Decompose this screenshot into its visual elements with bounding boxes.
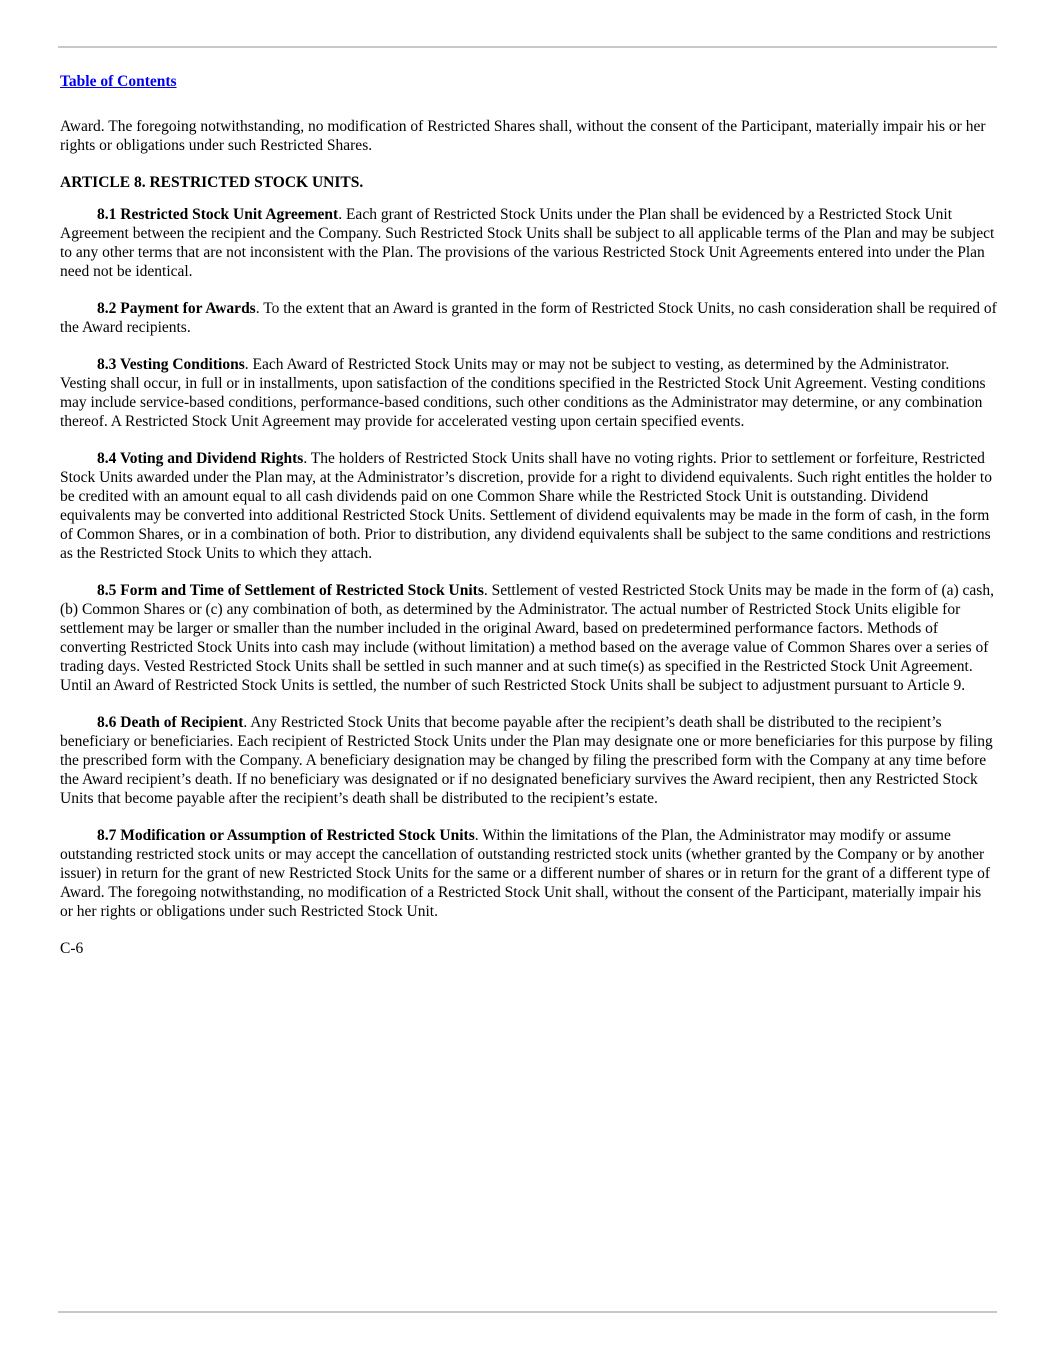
- section-title-8-4: 8.4 Voting and Dividend Rights: [97, 450, 304, 467]
- section-body-8-6: . Any Restricted Stock Units that become payable after the recipient’s death shall be distributed to the recipient’s beneficiary or beneficiaries. Each recipient of Restricted Stock Units under the Plan may designate one or more beneficiaries for this purpose by filing the prescribed form with the Company. A beneficiary designation may be changed by filing the prescribed form with the Company at any time before the Award recipient’s death. If no beneficiary was designated or if no designated beneficiary survives the Award recipient, then any Restricted Stock Units that become payable after the recipient’s death shall be distributed to the recipient’s estate.: [60, 714, 993, 807]
- section-title-8-1: 8.1 Restricted Stock Unit Agreement: [97, 206, 339, 223]
- section-title-8-7: 8.7 Modification or Assumption of Restricted Stock Units: [97, 827, 475, 844]
- intro-paragraph: Award. The foregoing notwithstanding, no modification of Restricted Shares shall, without the consent of the Participant, materially impair his or her rights or obligations under such Restricted Shares.: [60, 118, 986, 154]
- section-body-8-7: . Within the limitations of the Plan, the Administrator may modify or assume outstanding restricted stock units or may accept the cancellation of outstanding restricted stock units (whether granted by the Company or by another issuer) in return for the grant of new Restricted Stock Units for the same or a different number of shares or in return for the grant of a different type of Award. The foregoing notwithstanding, no modification of a Restricted Stock Unit shall, without the consent of the Participant, materially impair his or her rights or obligations under such Restricted Stock Unit.: [60, 827, 990, 920]
- section-paragraph-8-3: [60, 355, 997, 431]
- section-paragraph-8-1: [60, 205, 997, 281]
- bottom-divider: [58, 1311, 997, 1313]
- section-paragraph-8-7: [60, 826, 997, 921]
- section-body-8-5: . Settlement of vested Restricted Stock Units may be made in the form of (a) cash, (b) Common Shares or (c) any combination of both, as determined by the Administrator. The actual number of Restricted Stock Units eligible for settlement may be larger or smaller than the number included in the original Award, based on predetermined performance factors. Methods of converting Restricted Stock Units into cash may include (without limitation) a method based on the average value of Common Shares over a series of trading days. Vested Restricted Stock Units shall be settled in such manner and at such time(s) as specified in the Restricted Stock Unit Agreement. Until an Award of Restricted Stock Units is settled, the number of such Restricted Stock Units shall be subject to adjustment pursuant to Article 9.: [60, 582, 994, 694]
- article-heading: ARTICLE 8. RESTRICTED STOCK UNITS.: [60, 174, 364, 191]
- table-of-contents-link[interactable]: Table of Contents: [60, 73, 177, 90]
- section-body-8-2: . To the extent that an Award is granted in the form of Restricted Stock Units, no cash consideration shall be required of the Award recipients.: [60, 300, 997, 336]
- section-title-8-2: 8.2 Payment for Awards: [97, 300, 256, 317]
- section-paragraph-8-2: [60, 299, 997, 337]
- section-body-8-1: . Each grant of Restricted Stock Units under the Plan shall be evidenced by a Restricted Stock Unit Agreement between the recipient and the Company. Such Restricted Stock Units shall be subject to all applicable terms of the Plan and may be subject to any other terms that are not inconsistent with the Plan. The provisions of the various Restricted Stock Unit Agreements entered into under the Plan need not be identical.: [60, 206, 995, 280]
- section-paragraph-8-4: [60, 449, 997, 563]
- section-title-8-3: 8.3 Vesting Conditions: [97, 356, 245, 373]
- top-divider: [58, 46, 997, 48]
- section-body-8-3: . Each Award of Restricted Stock Units may or may not be subject to vesting, as determined by the Administrator. Vesting shall occur, in full or in installments, upon satisfaction of the conditions specified in the Restricted Stock Unit Agreement. Vesting conditions may include service-based conditions, performance-based conditions, such other conditions as the Administrator may determine, or any combination thereof. A Restricted Stock Unit Agreement may provide for accelerated vesting upon certain specified events.: [60, 356, 986, 430]
- section-title-8-6: 8.6 Death of Recipient: [97, 714, 244, 731]
- section-title-8-5: 8.5 Form and Time of Settlement of Restricted Stock Units: [97, 582, 484, 599]
- page-number: C-6: [60, 940, 84, 957]
- section-body-8-4: . The holders of Restricted Stock Units shall have no voting rights. Prior to settlement or forfeiture, Restricted Stock Units awarded under the Plan may, at the Administrator’s discretion, provide for a right to dividend equivalents. Such right entitles the holder to be credited with an amount equal to all cash dividends paid on one Common Share while the Restricted Stock Unit is outstanding. Dividend equivalents may be converted into additional Restricted Stock Units. Settlement of dividend equivalents may be made in the form of cash, in the form of Common Shares, or in a combination of both. Prior to distribution, any dividend equivalents shall be subject to the same conditions and restrictions as the Restricted Stock Units to which they attach.: [60, 450, 992, 562]
- section-paragraph-8-5: [60, 581, 997, 695]
- table-of-contents-link-wrap: [60, 72, 177, 91]
- section-paragraph-8-6: [60, 713, 997, 808]
